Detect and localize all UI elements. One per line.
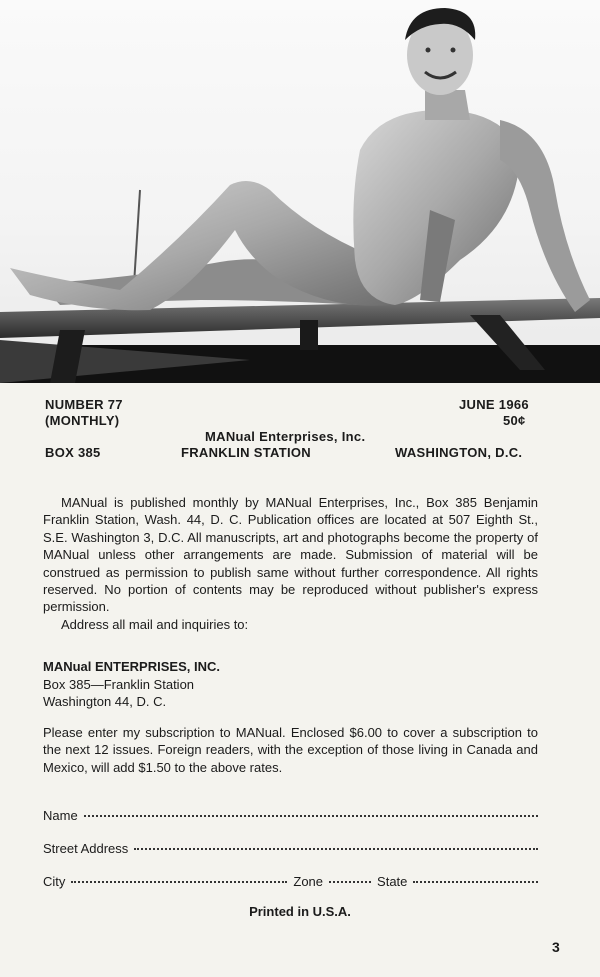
issue-date: JUNE 1966 (459, 397, 529, 412)
notice-address-line: Address all mail and inquiries to: (61, 616, 249, 632)
city-line[interactable] (71, 881, 287, 883)
publisher-city: WASHINGTON, D.C. (395, 445, 523, 460)
city-zone-state-row (43, 874, 538, 889)
state-label: State (377, 874, 408, 889)
street-address-line[interactable] (134, 848, 538, 850)
box-number: BOX 385 (45, 445, 101, 460)
name-label: Name (43, 808, 78, 823)
zone-label: Zone (293, 874, 324, 889)
zone-line[interactable] (329, 881, 371, 883)
publication-notice (43, 494, 538, 633)
issue-frequency: (MONTHLY) (45, 413, 120, 428)
publisher-name: MANual Enterprises, Inc. (205, 429, 366, 444)
mailing-address (43, 658, 220, 711)
street-address-field[interactable] (43, 841, 538, 856)
state-line[interactable] (413, 881, 538, 883)
name-field[interactable] (43, 808, 538, 823)
city-label: City (43, 874, 66, 889)
address-line1: Box 385—Franklin Station (43, 676, 195, 692)
issue-price: 50¢ (503, 413, 526, 428)
page-number: 3 (552, 939, 560, 955)
cover-photo (0, 0, 600, 383)
issue-number: NUMBER 77 (45, 397, 123, 412)
street-address-label: Street Address (43, 841, 129, 856)
name-line[interactable] (84, 815, 538, 817)
subscription-text: Please enter my subscription to MANual. Enclosed $6.00 to cover a subscription to the next 12 issues. Foreign readers, with the exception of those living in Canada and Mexico, will add $1.50 to the above rates. (43, 725, 538, 775)
printed-in-usa: Printed in U.S.A. (249, 904, 351, 919)
figure (10, 8, 590, 312)
address-line2: Washington 44, D. C. (43, 694, 167, 710)
photo-illustration (0, 0, 600, 383)
station-name: FRANKLIN STATION (181, 445, 311, 460)
address-company: MANual ENTERPRISES, INC. (43, 659, 220, 674)
notice-paragraph: MANual is published monthly by MANual Enterprises, Inc., Box 385 Benjamin Franklin Station, Wash. 44, D. C. Publication offices are located at 507 Eighth St., S.E. Washington 3, D.C. All manuscripts, art and photographs become the property of MANual unless other arrangements are made. Submission of material will be construed as permission to publish same without further correspondence. All rights reserved. No portion of contents may be reproduced without publisher's express permission. (43, 495, 538, 615)
